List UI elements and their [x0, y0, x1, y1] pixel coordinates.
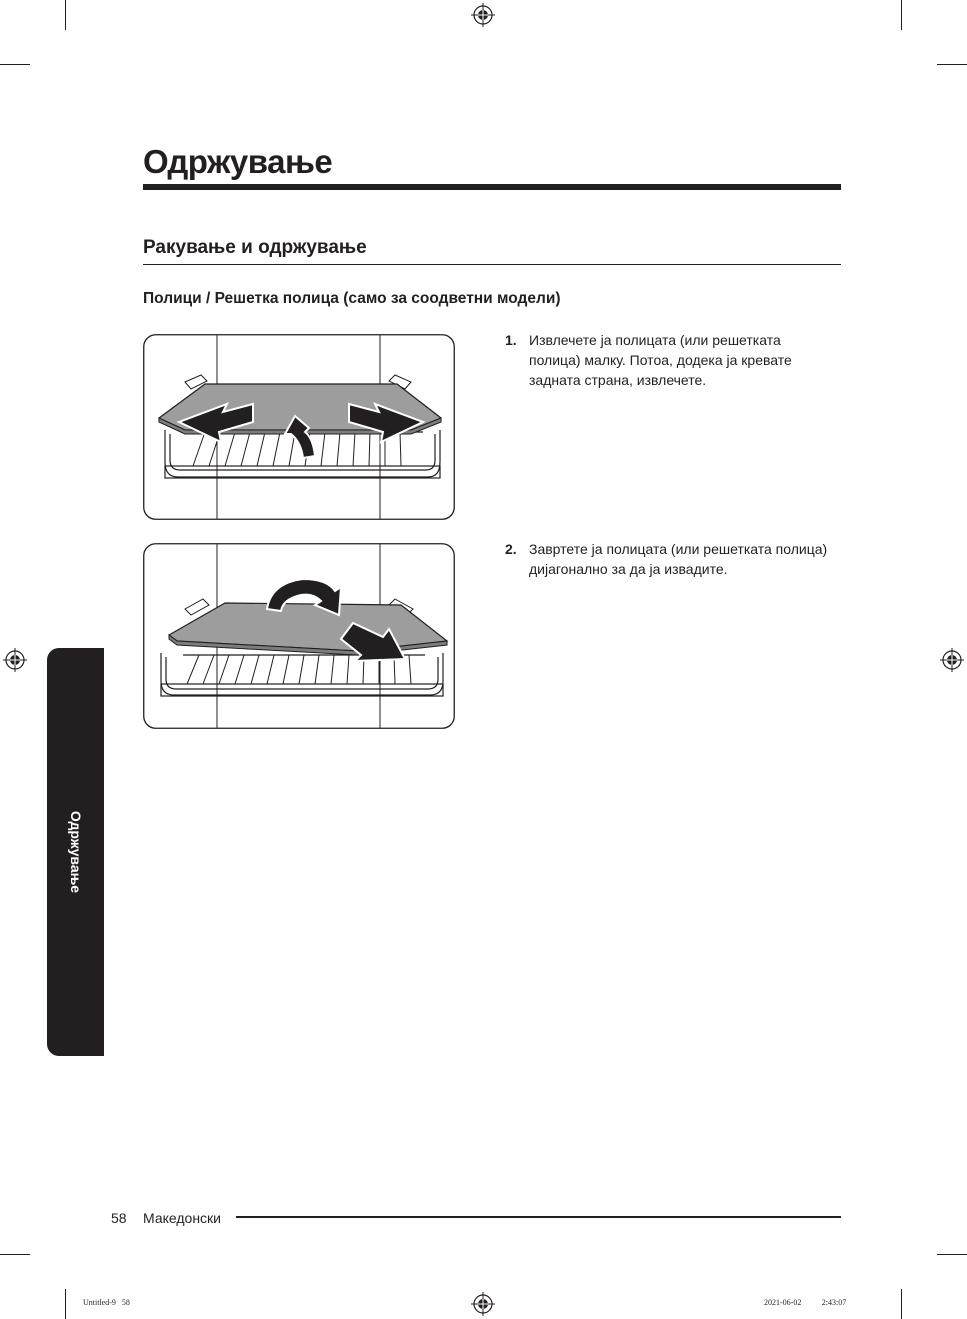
footer-language: Македонски: [143, 1210, 221, 1226]
crop-mark: [0, 1254, 30, 1255]
side-tab: [47, 648, 104, 1056]
registration-mark-icon: [471, 3, 495, 27]
crop-mark: [937, 1254, 967, 1255]
crop-mark: [901, 0, 902, 30]
title-rule: [143, 184, 841, 190]
step-number: 2.: [505, 541, 517, 557]
crop-mark: [901, 1289, 902, 1319]
print-slug-right: 2021-06-02 ￿￿ 2:43:07: [764, 1298, 847, 1307]
step-1: [505, 330, 835, 390]
print-slug-left: Untitled-9 58: [83, 1298, 130, 1307]
crop-mark: [937, 64, 967, 65]
step-2: [505, 539, 835, 579]
section-title: Ракување и одржување: [143, 237, 367, 258]
step-text: Завртете ја полицата (или решетката полица) дијагонално за да ја извадите.: [529, 541, 828, 577]
figure-shelf-rotate: [143, 543, 455, 729]
section-rule: [143, 264, 841, 265]
side-tab-label: Одржување: [67, 810, 84, 894]
crop-mark: [0, 64, 30, 65]
page-number: 58: [111, 1210, 127, 1226]
footer-rule: [236, 1216, 841, 1218]
step-text: Извлечете ја полицата (или решетката полица) малку. Потоа, додека ја кревате задната страна, извлечете.: [529, 332, 792, 388]
page-title: Одржување: [143, 143, 333, 180]
step-number: 1.: [505, 332, 517, 348]
crop-mark: [65, 0, 66, 30]
registration-mark-icon: [940, 648, 964, 672]
registration-mark-icon: [3, 648, 27, 672]
registration-mark-icon: [471, 1292, 495, 1316]
subheading: Полици / Решетка полица (само за соодветни модели): [143, 290, 561, 307]
crop-mark: [65, 1289, 66, 1319]
figure-shelf-pull-out: [143, 334, 455, 520]
